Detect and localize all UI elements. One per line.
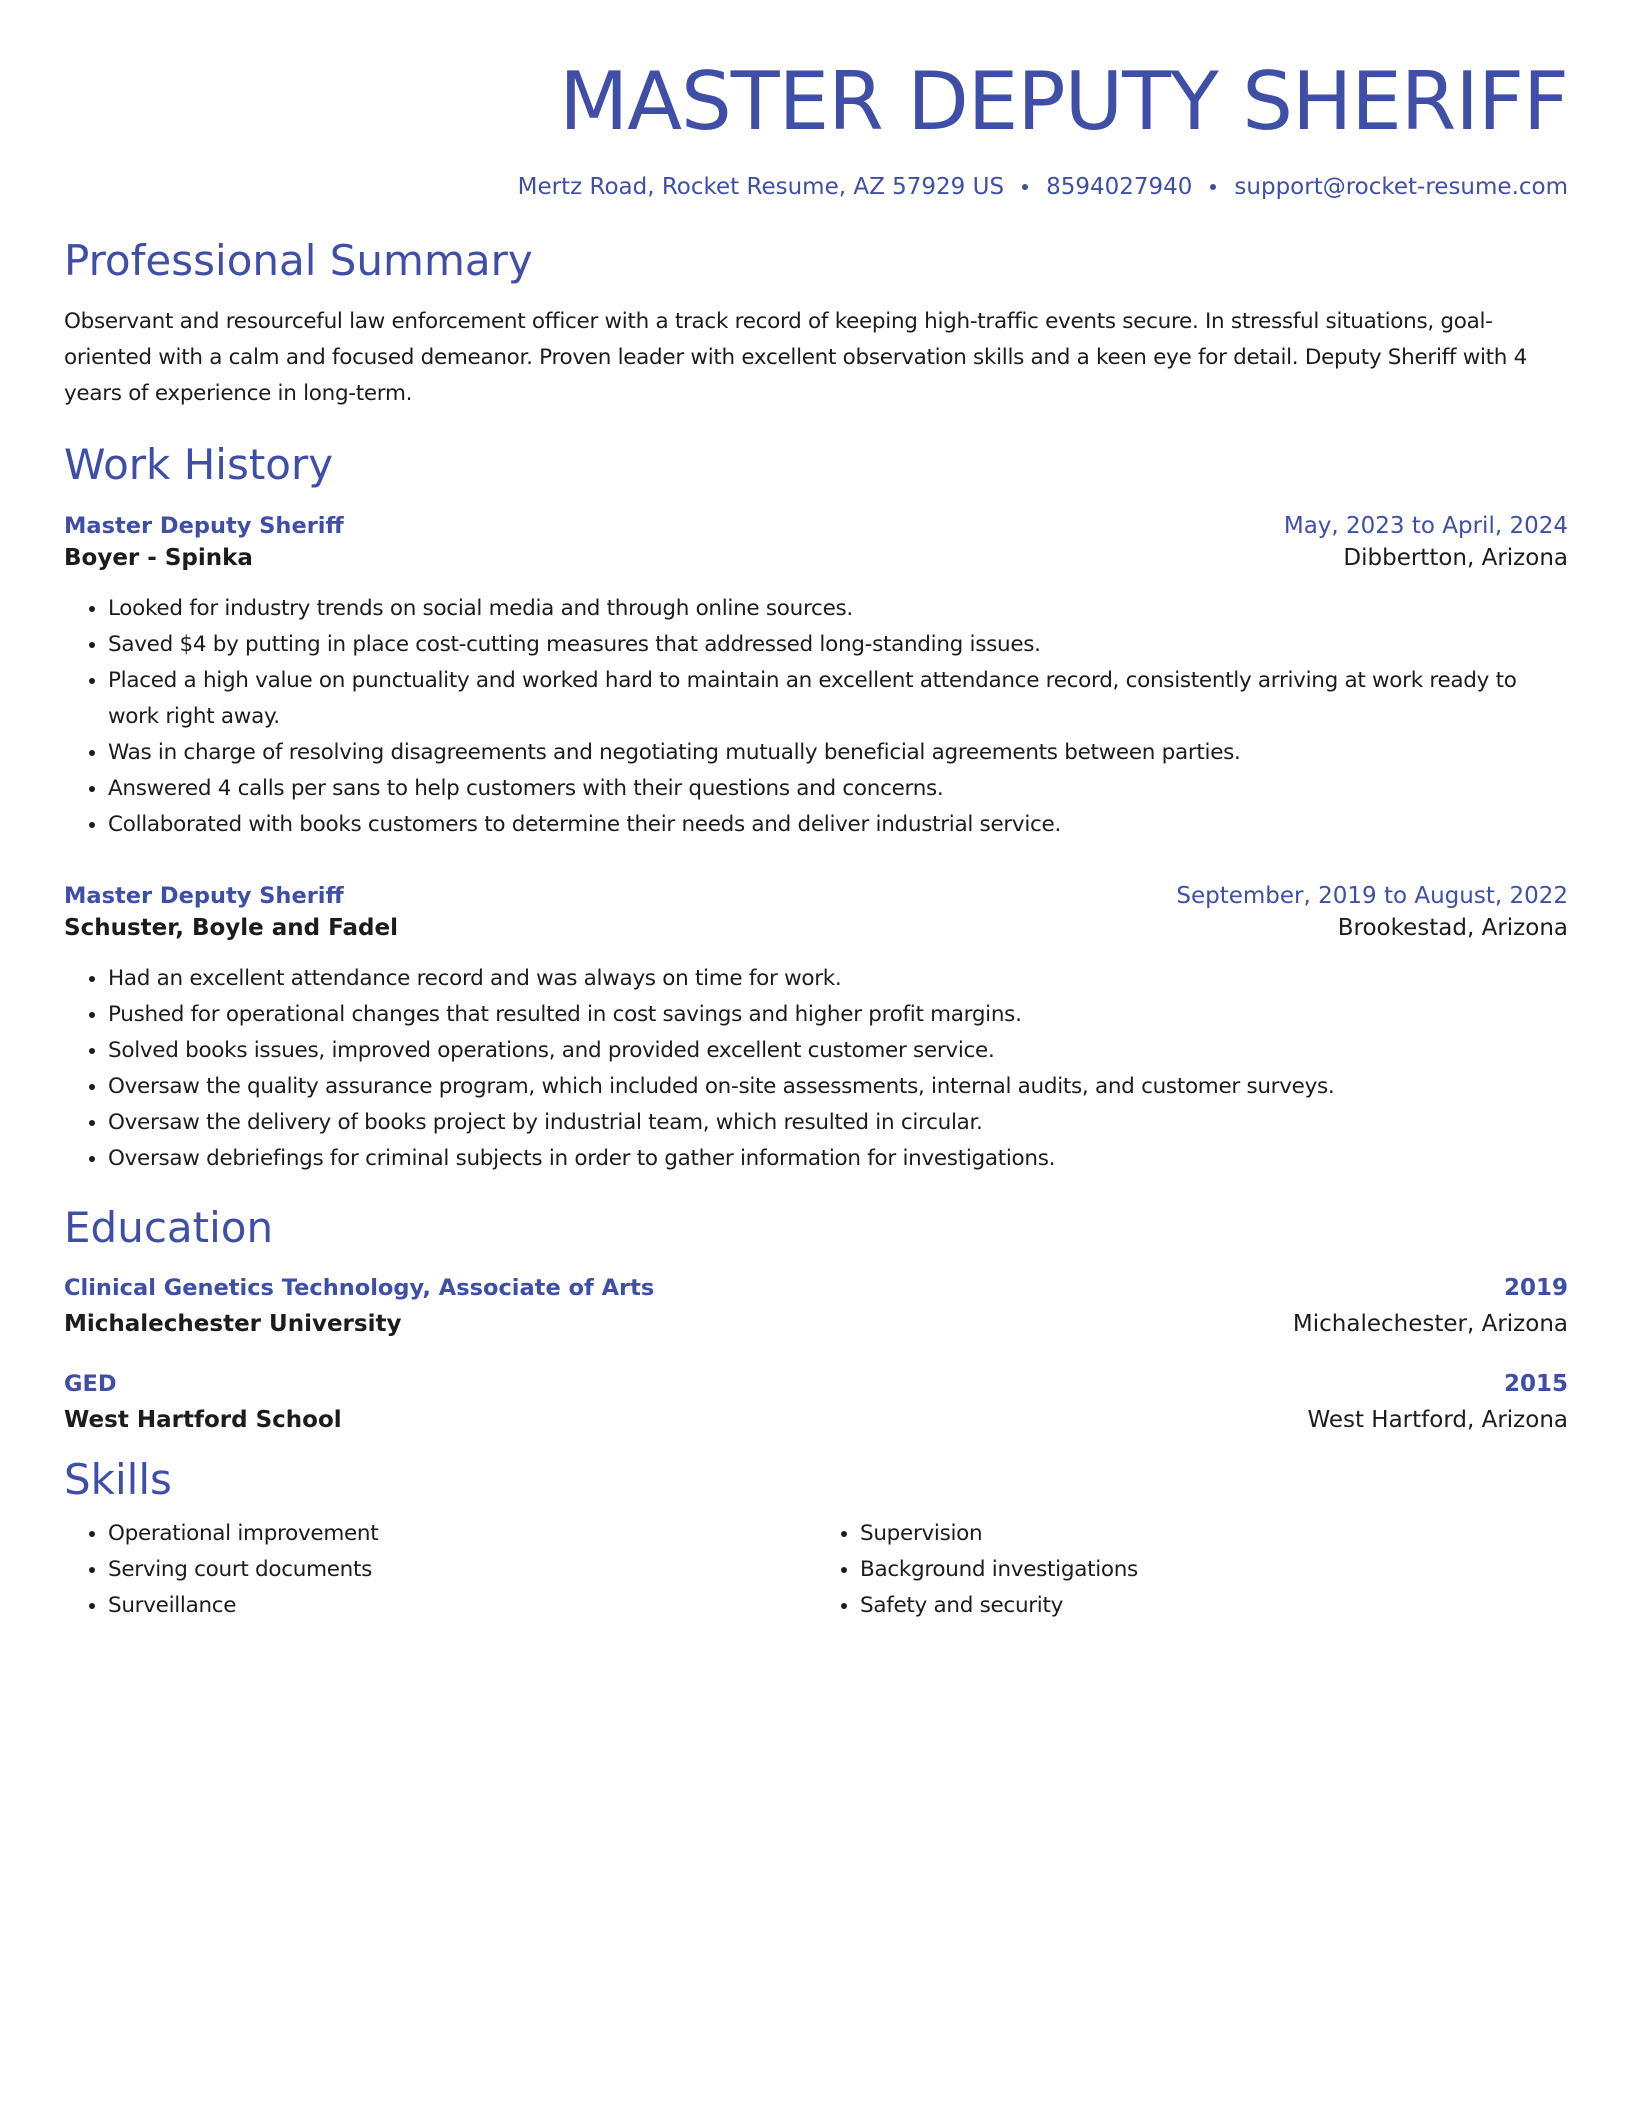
- contact-phone: 8594027940: [1046, 174, 1193, 200]
- skill-item: • Safety and security: [860, 1588, 1568, 1624]
- job-bullet: • Placed a high value on punctuality and worked hard to maintain an excellent attendance record, consistently arriving at work ready to work right away.: [108, 663, 1568, 735]
- contact-info: [64, 174, 1568, 200]
- education-school: West Hartford School: [64, 1407, 342, 1434]
- education-year: 2015: [1503, 1371, 1568, 1398]
- job-bullet: • Collaborated with books customers to determine their needs and deliver industrial service.: [108, 807, 1568, 843]
- contact-email: support@rocket-resume.com: [1234, 174, 1568, 200]
- separator-dot: [1022, 184, 1028, 190]
- skill-item: • Surveillance: [108, 1588, 816, 1624]
- job-dates: May, 2023 to April, 2024: [1283, 512, 1568, 539]
- skills-heading: Skills: [64, 1455, 172, 1505]
- education-year: 2019: [1503, 1275, 1568, 1302]
- education-degree: Clinical Genetics Technology, Associate of Arts: [64, 1275, 655, 1302]
- skill-item: • Operational improvement: [108, 1516, 816, 1552]
- job-bullet: • Looked for industry trends on social media and through online sources.: [108, 591, 1568, 627]
- education-degree: GED: [64, 1371, 117, 1398]
- job-bullet: • Pushed for operational changes that resulted in cost savings and higher profit margins.: [108, 997, 1568, 1033]
- education-school-row: [64, 1311, 1568, 1337]
- job-company-row: [64, 545, 1568, 571]
- job-bullet: • Answered 4 calls per sans to help customers with their questions and concerns.: [108, 771, 1568, 807]
- education-header-row: [64, 1371, 1568, 1397]
- summary-text: Observant and resourceful law enforcement officer with a track record of keeping high-traffic events secure. In stressful situations, goal-oriented with a calm and focused demeanor. Proven leader with excellent observation skills and a keen eye for detail. Deputy Sheriff with 4 years of experience in long-term.: [64, 309, 1528, 407]
- job-location: Dibbertton, Arizona: [1343, 544, 1568, 571]
- job-dates: September, 2019 to August, 2022: [1176, 882, 1568, 909]
- skills-bullets: [816, 1516, 1568, 1624]
- education-heading: Education: [64, 1202, 274, 1252]
- skills-bullets: [64, 1516, 816, 1624]
- job-bullet: • Oversaw debriefings for criminal subjects in order to gather information for investigations.: [108, 1141, 1568, 1177]
- job-title: Master Deputy Sheriff: [64, 512, 344, 539]
- skills-column-right: [816, 1516, 1568, 1624]
- job-bullet: • Oversaw the quality assurance program, which included on-site assessments, internal audits, and customer surveys.: [108, 1069, 1568, 1105]
- education-header-row: [64, 1275, 1568, 1301]
- job-title: Master Deputy Sheriff: [64, 882, 344, 909]
- job-header-row: [64, 513, 1568, 539]
- job-company: Boyer - Spinka: [64, 544, 253, 571]
- job-bullet: • Oversaw the delivery of books project by industrial team, which resulted in circular.: [108, 1105, 1568, 1141]
- education-school-row: [64, 1407, 1568, 1433]
- job-bullets: [64, 591, 1568, 843]
- skill-item: • Supervision: [860, 1516, 1568, 1552]
- education-school: Michalechester University: [64, 1311, 402, 1338]
- skill-item: • Background investigations: [860, 1552, 1568, 1588]
- job-location: Brookestad, Arizona: [1337, 914, 1568, 941]
- job-company-row: [64, 915, 1568, 941]
- job-header-row: [64, 883, 1568, 909]
- resume-name: MASTER DEPUTY SHERIFF: [559, 55, 1568, 148]
- skills-column-left: [64, 1516, 816, 1624]
- work-history-heading: Work History: [64, 440, 334, 490]
- separator-dot: [1210, 184, 1216, 190]
- job-company: Schuster, Boyle and Fadel: [64, 914, 398, 941]
- contact-address: Mertz Road, Rocket Resume, AZ 57929 US: [517, 174, 1005, 200]
- job-bullets: [64, 961, 1568, 1177]
- summary-heading: Professional Summary: [64, 236, 533, 285]
- job-bullet: • Solved books issues, improved operations, and provided excellent customer service.: [108, 1033, 1568, 1069]
- skill-item: • Serving court documents: [108, 1552, 816, 1588]
- skills-list: [64, 1516, 1568, 1624]
- job-entry: [64, 513, 1568, 843]
- education-location: Michalechester, Arizona: [1292, 1311, 1568, 1338]
- job-bullet: • Had an excellent attendance record and was always on time for work.: [108, 961, 1568, 997]
- job-bullet: • Saved $4 by putting in place cost-cutting measures that addressed long-standing issues.: [108, 627, 1568, 663]
- education-location: West Hartford, Arizona: [1307, 1407, 1568, 1434]
- job-bullet: • Was in charge of resolving disagreements and negotiating mutually beneficial agreements between parties.: [108, 735, 1568, 771]
- job-entry: [64, 883, 1568, 1177]
- education-entry: [64, 1275, 1568, 1337]
- education-entry: [64, 1371, 1568, 1433]
